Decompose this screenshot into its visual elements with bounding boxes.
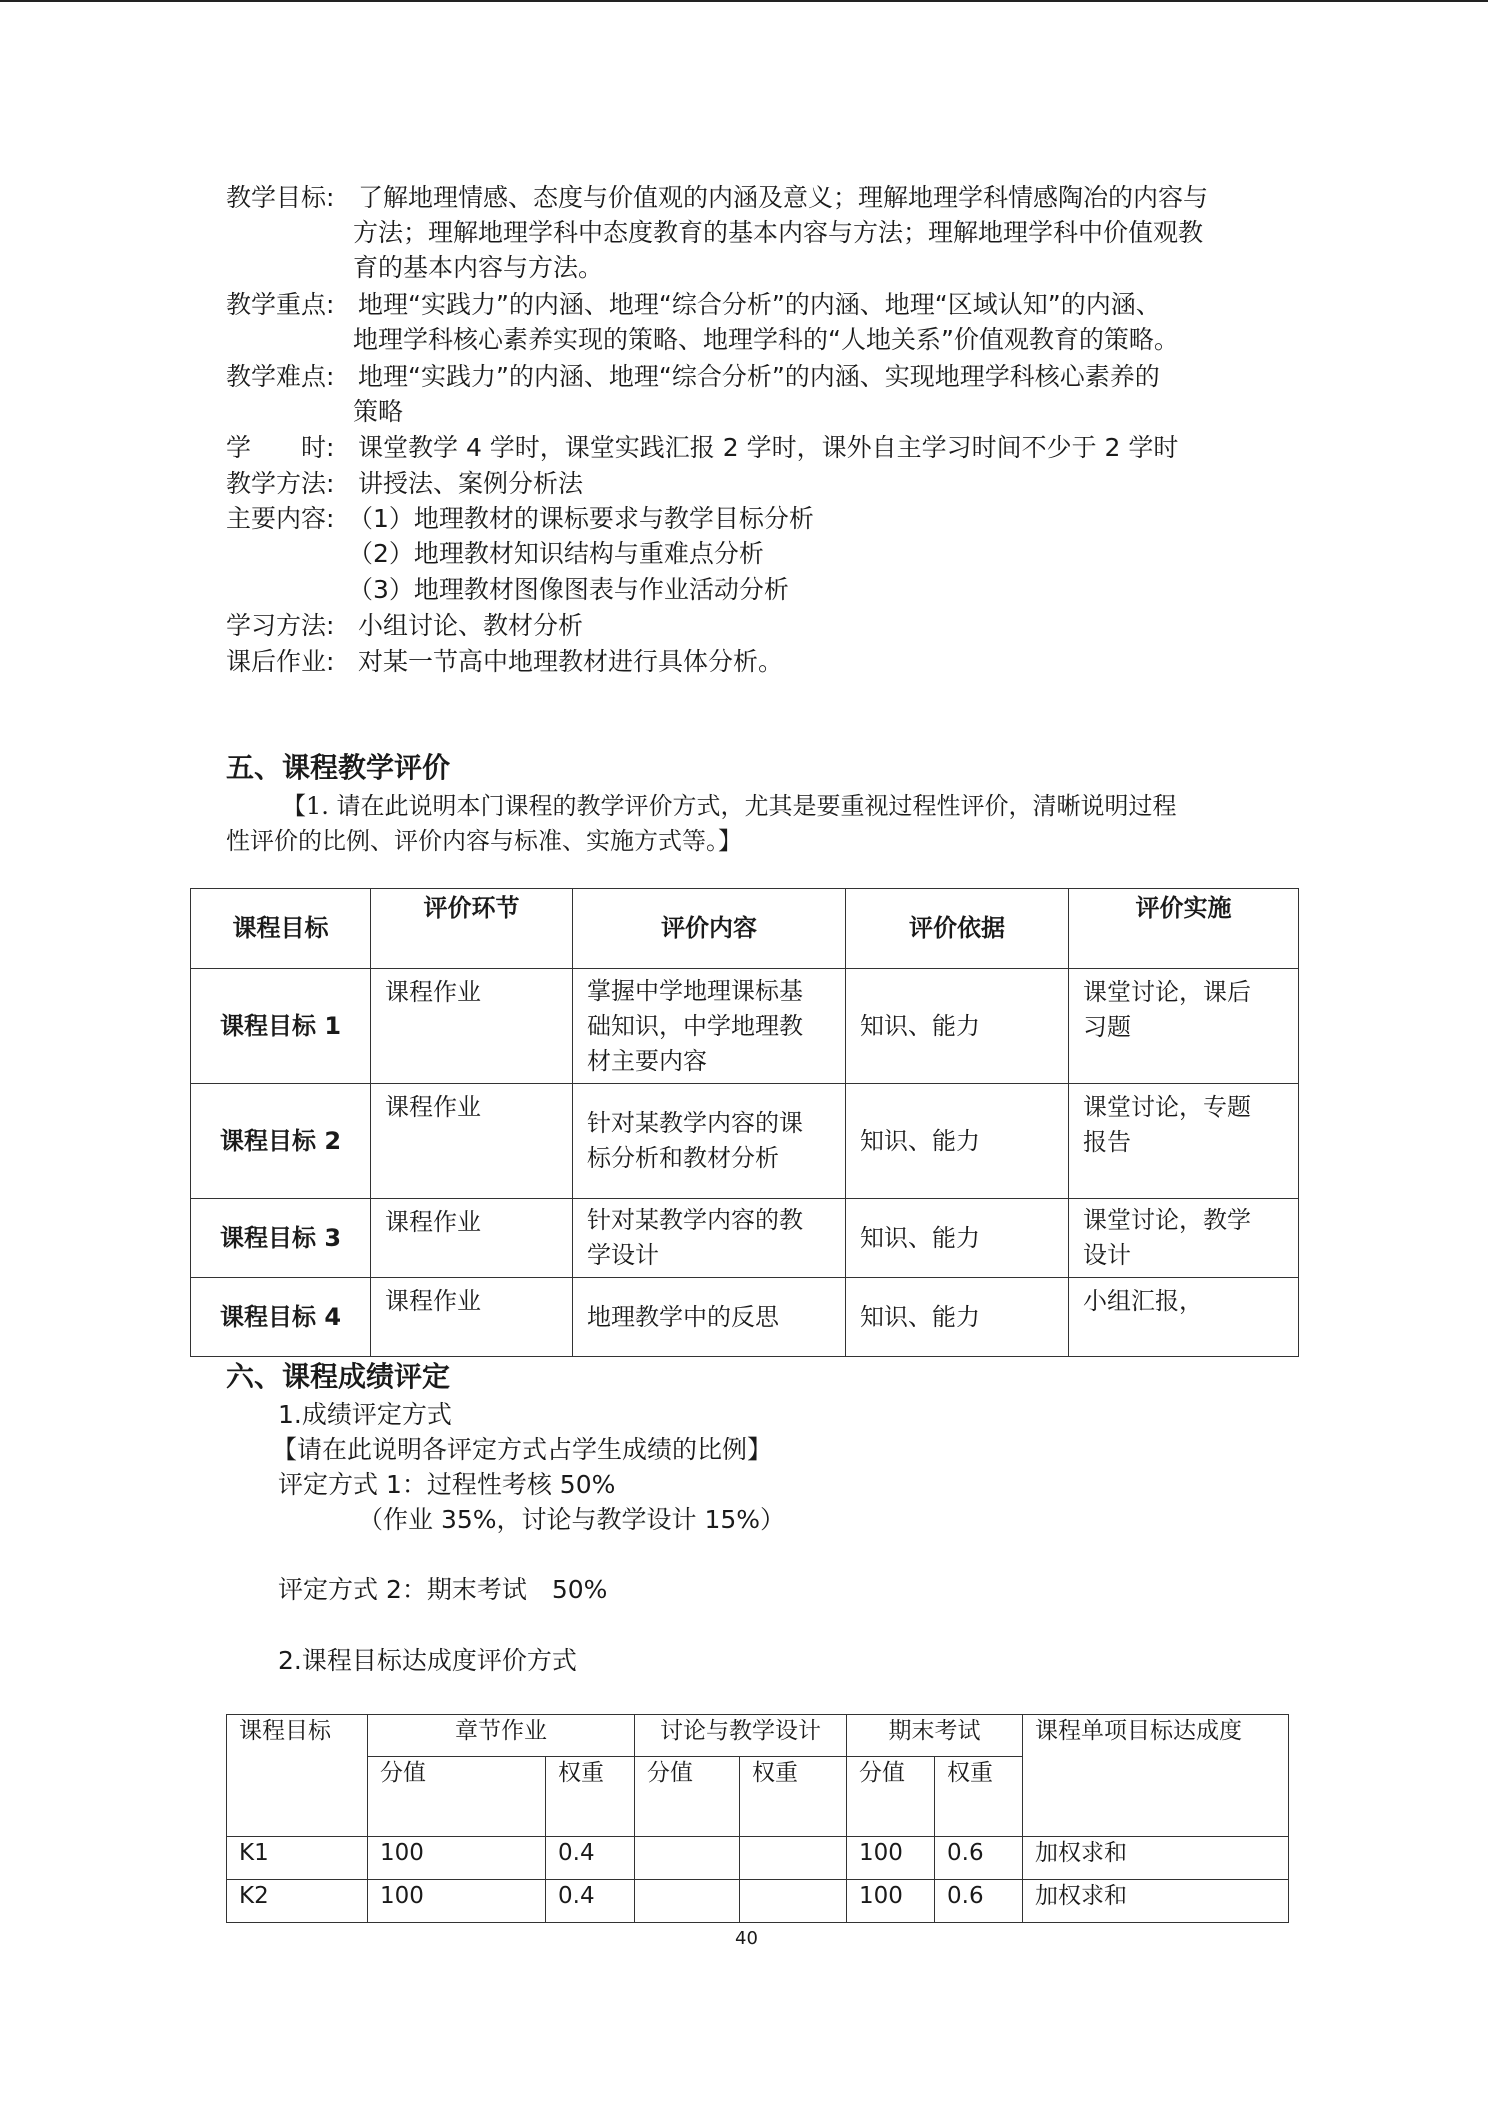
section6-title: 六、课程成绩评定 xyxy=(226,1360,451,1393)
achievement-cell: 加权求和 xyxy=(1023,1837,1289,1880)
section5-note-1: 【1. 请在此说明本门课程的教学评价方式，尤其是要重视过程性评价，清晰说明过程 xyxy=(282,792,1177,820)
chapter-weight-cell: 0.4 xyxy=(546,1880,635,1923)
basis-cell: 知识、能力 xyxy=(846,969,1069,1084)
content-label: 主要内容: xyxy=(226,504,335,533)
header-eval-content: 评价内容 xyxy=(573,889,846,969)
section6-method1: 评定方式 1：过程性考核 50% xyxy=(278,1470,616,1499)
section6-method1-detail: （作业 35%，讨论与教学设计 15%） xyxy=(358,1505,786,1534)
content-cell: 地理教学中的反思 xyxy=(573,1278,846,1357)
section6-sub1: 1.成绩评定方式 xyxy=(278,1400,452,1429)
header-eval-link: 评价环节 xyxy=(371,889,573,969)
content-line: 材主要内容 xyxy=(587,1046,707,1075)
homework-text: 对某一节高中地理教材进行具体分析。 xyxy=(358,647,784,676)
link-cell: 课程作业 xyxy=(371,969,573,1084)
discussion-score-cell xyxy=(635,1837,740,1880)
content-line: 学设计 xyxy=(587,1241,659,1269)
goal-cell: K2 xyxy=(227,1880,368,1923)
content-item-1: （1）地理教材的课标要求与教学目标分析 xyxy=(348,504,814,533)
section6-method2: 评定方式 2：期末考试 50% xyxy=(278,1575,608,1604)
impl-line: 设计 xyxy=(1083,1241,1131,1269)
impl-cell: 小组汇报， xyxy=(1069,1278,1299,1357)
table-row xyxy=(191,1199,1299,1278)
objective-text-1: 了解地理情感、态度与价值观的内涵及意义；理解地理学科情感陶冶的内容与 xyxy=(358,183,1209,212)
subheader-weight: 权重 xyxy=(935,1757,1023,1837)
goal-cell: 课程目标 1 xyxy=(191,969,371,1084)
study-method-label: 学习方法: xyxy=(226,611,335,640)
header-discussion-design: 讨论与教学设计 xyxy=(635,1715,847,1757)
section5-title: 五、课程教学评价 xyxy=(226,751,451,784)
subheader-score: 分值 xyxy=(635,1757,740,1837)
subheader-weight: 权重 xyxy=(740,1757,847,1837)
impl-cell xyxy=(1069,1084,1299,1199)
difficulty-text-1: 地理“实践力”的内涵、地理“综合分析”的内涵、实现地理学科核心素养的 xyxy=(358,362,1160,391)
content-line: 标分析和教材分析 xyxy=(587,1144,779,1172)
grade-table xyxy=(226,1714,1289,1923)
method-label: 教学方法: xyxy=(226,469,335,498)
objective-text-2: 方法；理解地理学科中态度教育的基本内容与方法；理解地理学科中价值观教 xyxy=(353,218,1204,247)
content-item-2: （2）地理教材知识结构与重难点分析 xyxy=(348,539,764,568)
hours-label: 学 时: xyxy=(226,433,335,462)
content-line: 掌握中学地理课标基 xyxy=(587,976,803,1005)
study-method-text: 小组讨论、教材分析 xyxy=(358,611,584,640)
section5-note-2: 性评价的比例、评价内容与标准、实施方式等。】 xyxy=(226,827,742,855)
table-row xyxy=(191,969,1299,1084)
header-chapter-homework: 章节作业 xyxy=(368,1715,635,1757)
discussion-score-cell xyxy=(635,1880,740,1923)
achievement-cell: 加权求和 xyxy=(1023,1880,1289,1923)
basis-cell: 知识、能力 xyxy=(846,1278,1069,1357)
header-course-goal: 课程目标 xyxy=(191,889,371,969)
difficulty-text-2: 策略 xyxy=(353,397,404,426)
link-cell: 课程作业 xyxy=(371,1278,573,1357)
content-line: 针对某教学内容的课 xyxy=(587,1109,803,1137)
impl-line: 习题 xyxy=(1083,1013,1131,1041)
table-row xyxy=(191,1278,1299,1357)
goal-cell: K1 xyxy=(227,1837,368,1880)
section6-sub2: 2.课程目标达成度评价方式 xyxy=(278,1646,577,1675)
header-goal: 课程目标 xyxy=(227,1715,368,1837)
impl-cell xyxy=(1069,969,1299,1084)
objective-label: 教学目标: xyxy=(226,183,335,212)
impl-line: 课堂讨论，教学 xyxy=(1083,1206,1251,1234)
final-weight-cell: 0.6 xyxy=(935,1837,1023,1880)
impl-line: 报告 xyxy=(1083,1128,1131,1156)
impl-cell xyxy=(1069,1199,1299,1278)
key-points-text-1: 地理“实践力”的内涵、地理“综合分析”的内涵、地理“区域认知”的内涵、 xyxy=(358,290,1161,319)
subheader-weight: 权重 xyxy=(546,1757,635,1837)
chapter-score-cell: 100 xyxy=(368,1837,546,1880)
content-cell xyxy=(573,1199,846,1278)
evaluation-table-header-row xyxy=(191,889,1299,969)
discussion-weight-cell xyxy=(740,1880,847,1923)
page-number: 40 xyxy=(735,1928,758,1949)
key-points-text-2: 地理学科核心素养实现的策略、地理学科的“人地关系”价值观教育的策略。 xyxy=(353,325,1179,354)
evaluation-table xyxy=(190,888,1299,1357)
key-points-label: 教学重点: xyxy=(226,290,335,319)
chapter-score-cell: 100 xyxy=(368,1880,546,1923)
header-achievement: 课程单项目标达成度 xyxy=(1023,1715,1289,1837)
section6-note: 【请在此说明各评定方式占学生成绩的比例】 xyxy=(272,1435,773,1464)
grade-table-header-row xyxy=(227,1715,1289,1757)
goal-cell: 课程目标 3 xyxy=(191,1199,371,1278)
hours-text: 课堂教学 4 学时，课堂实践汇报 2 学时，课外自主学习时间不少于 2 学时 xyxy=(358,433,1179,462)
content-cell xyxy=(573,969,846,1084)
content-line: 础知识，中学地理教 xyxy=(587,1011,803,1040)
chapter-weight-cell: 0.4 xyxy=(546,1837,635,1880)
goal-cell: 课程目标 2 xyxy=(191,1084,371,1199)
content-item-3: （3）地理教材图像图表与作业活动分析 xyxy=(348,575,789,604)
final-score-cell: 100 xyxy=(847,1880,935,1923)
content-line: 针对某教学内容的教 xyxy=(587,1206,803,1234)
final-score-cell: 100 xyxy=(847,1837,935,1880)
homework-label: 课后作业: xyxy=(226,647,335,676)
top-border-line xyxy=(0,0,1488,2)
header-final-exam: 期末考试 xyxy=(847,1715,1023,1757)
table-row xyxy=(227,1837,1289,1880)
impl-line: 课堂讨论，专题 xyxy=(1083,1093,1251,1121)
header-eval-impl: 评价实施 xyxy=(1069,889,1299,969)
header-eval-basis: 评价依据 xyxy=(846,889,1069,969)
subheader-score: 分值 xyxy=(847,1757,935,1837)
link-cell: 课程作业 xyxy=(371,1084,573,1199)
basis-cell: 知识、能力 xyxy=(846,1084,1069,1199)
link-cell: 课程作业 xyxy=(371,1199,573,1278)
method-text: 讲授法、案例分析法 xyxy=(358,469,584,498)
subheader-score: 分值 xyxy=(368,1757,546,1837)
goal-cell: 课程目标 4 xyxy=(191,1278,371,1357)
objective-text-3: 育的基本内容与方法。 xyxy=(353,253,604,282)
basis-cell: 知识、能力 xyxy=(846,1199,1069,1278)
discussion-weight-cell xyxy=(740,1837,847,1880)
final-weight-cell: 0.6 xyxy=(935,1880,1023,1923)
table-row xyxy=(227,1880,1289,1923)
content-cell xyxy=(573,1084,846,1199)
impl-line: 课堂讨论，课后 xyxy=(1083,978,1251,1006)
table-row xyxy=(191,1084,1299,1199)
difficulty-label: 教学难点: xyxy=(226,362,335,391)
